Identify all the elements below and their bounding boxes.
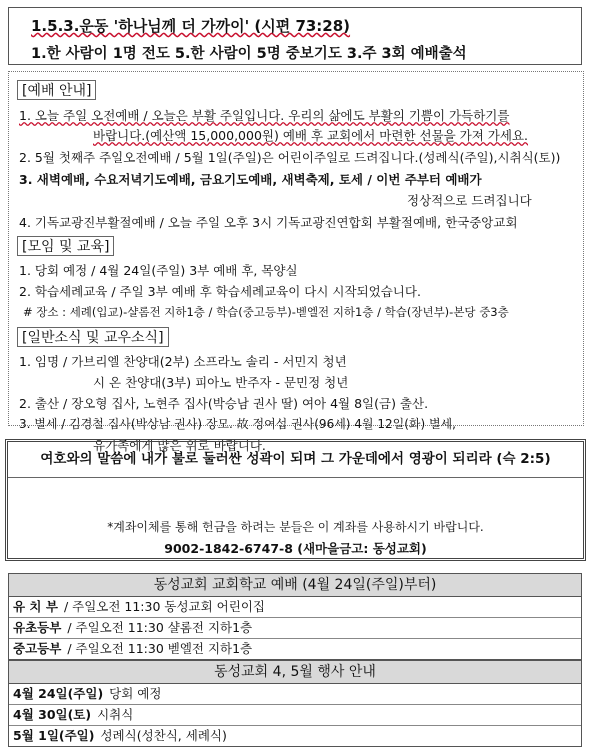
event-name: 성례식(성찬식, 세례식) [100, 728, 227, 743]
news-item-3-cont: 유가족에게 많은 위로 바랍니다. [93, 438, 266, 453]
events-title: 동성교회 4, 5월 행사 안내 [9, 661, 581, 684]
event-date: 4월 24일(주일) [13, 686, 104, 701]
meeting-section-title: [모임 및 교육] [17, 236, 114, 256]
news-section-title: [일반소식 및 교우소식] [17, 327, 169, 347]
meeting-location-note: # 장소 : 세례(입교)-샬롬전 지하1층 / 학습(중고등부)-벧엘전 지하1층 / 학습(장년부)-본당 중3층 [23, 305, 509, 319]
church-school-table [8, 573, 582, 660]
table-row [9, 705, 581, 726]
event-date: 4월 30일(토) [13, 707, 92, 722]
table-row [9, 726, 581, 746]
dept-name: 중고등부 [13, 641, 62, 656]
account-description: *계좌이체를 통해 헌금을 하려는 분들은 이 계좌를 사용하시기 바랍니다. [107, 520, 484, 534]
header-box [8, 7, 582, 65]
worship-item-1: 1. 오늘 주일 오전예배 / 오늘은 부활 주일입니다. 우리의 삶에도 부활의 기쁨이 가득하기를 [19, 108, 510, 123]
motto: 1.한 사람이 1명 전도 5.한 사람이 5명 중보기도 3.주 3회 예배출석 [31, 46, 467, 62]
table-row [9, 639, 581, 659]
worship-item-4: 4. 기독교광진부활절예배 / 오늘 주일 오후 3시 기독교광진연합회 부활절예배, 한국중앙교회 [19, 215, 518, 230]
event-name: 당회 예정 [109, 686, 162, 701]
worship-item-2: 2. 5월 첫째주 주일오전예배 / 5월 1일(주일)은 어린이주일로 드려집니다.(성례식(주일),시취식(토)) [19, 150, 561, 165]
church-school-title: 동성교회 교회학교 예배 (4월 24일(주일)부터) [9, 574, 581, 597]
verse-box [5, 439, 586, 561]
dept-info: / 주일오전 11:30 동성교회 어린이집 [63, 599, 265, 614]
account-number: 9002-1842-6747-8 (새마을금고: 동성교회) [164, 541, 427, 556]
news-item-2: 2. 출산 / 장오형 집사, 노현주 집사(박승남 권사 딸) 여아 4월 8일(금) 출산. [19, 396, 429, 411]
news-item-1: 1. 임명 / 가브리엘 찬양대(2부) 소프라노 솔리 - 서민지 청년 [19, 354, 347, 369]
event-date: 5월 1일(주일) [13, 728, 95, 743]
meeting-item-1: 1. 당회 예정 / 4월 24일(주일) 3부 예배 후, 목양실 [19, 263, 298, 278]
song-title: 1.5.3.운동 '하나님께 더 가까이' (시편 73:28) [31, 17, 351, 35]
table-row [9, 597, 581, 618]
table-row [9, 684, 581, 705]
worship-item-3: 3. 새벽예배, 수요저녁기도예배, 금요기도예배, 새벽축제, 토세 / 이번 주부터 예배가 [19, 172, 482, 187]
worship-item-1-cont: 바랍니다.(예산액 15,000,000원) 예배 후 교회에서 마련한 선물을 가져 가세요. [93, 128, 529, 143]
bible-verse: 여호와의 말씀에 내가 불로 둘러싼 성곽이 되며 그 가운데에서 영광이 되리라 (슥 2:5) [8, 442, 583, 478]
dept-name: 유초등부 [13, 620, 62, 635]
worship-item-3-cont: 정상적으로 드려집니다 [407, 193, 532, 208]
events-table [8, 660, 582, 747]
event-name: 시취식 [97, 707, 134, 722]
dept-name: 유 치 부 [13, 599, 58, 614]
meeting-item-2: 2. 학습세례교육 / 주일 3부 예배 후 학습세례교육이 다시 시작되었습니다. [19, 284, 421, 299]
dept-info: / 주일오전 11:30 샬롬전 지하1층 [67, 620, 253, 635]
table-row [9, 618, 581, 639]
worship-section-title: [예배 안내] [17, 80, 96, 100]
dept-info: / 주일오전 11:30 벧엘전 지하1층 [67, 641, 253, 656]
news-item-3: 3. 별세 / 김경철 집사(박상남 권사) 장모. 故 정여섭 권사(96세) 4월 12일(화) 별세, [19, 417, 456, 431]
news-item-1-cont: 시 온 찬양대(3부) 피아노 반주자 - 문민정 청년 [93, 375, 349, 390]
announcement-box [8, 71, 584, 453]
